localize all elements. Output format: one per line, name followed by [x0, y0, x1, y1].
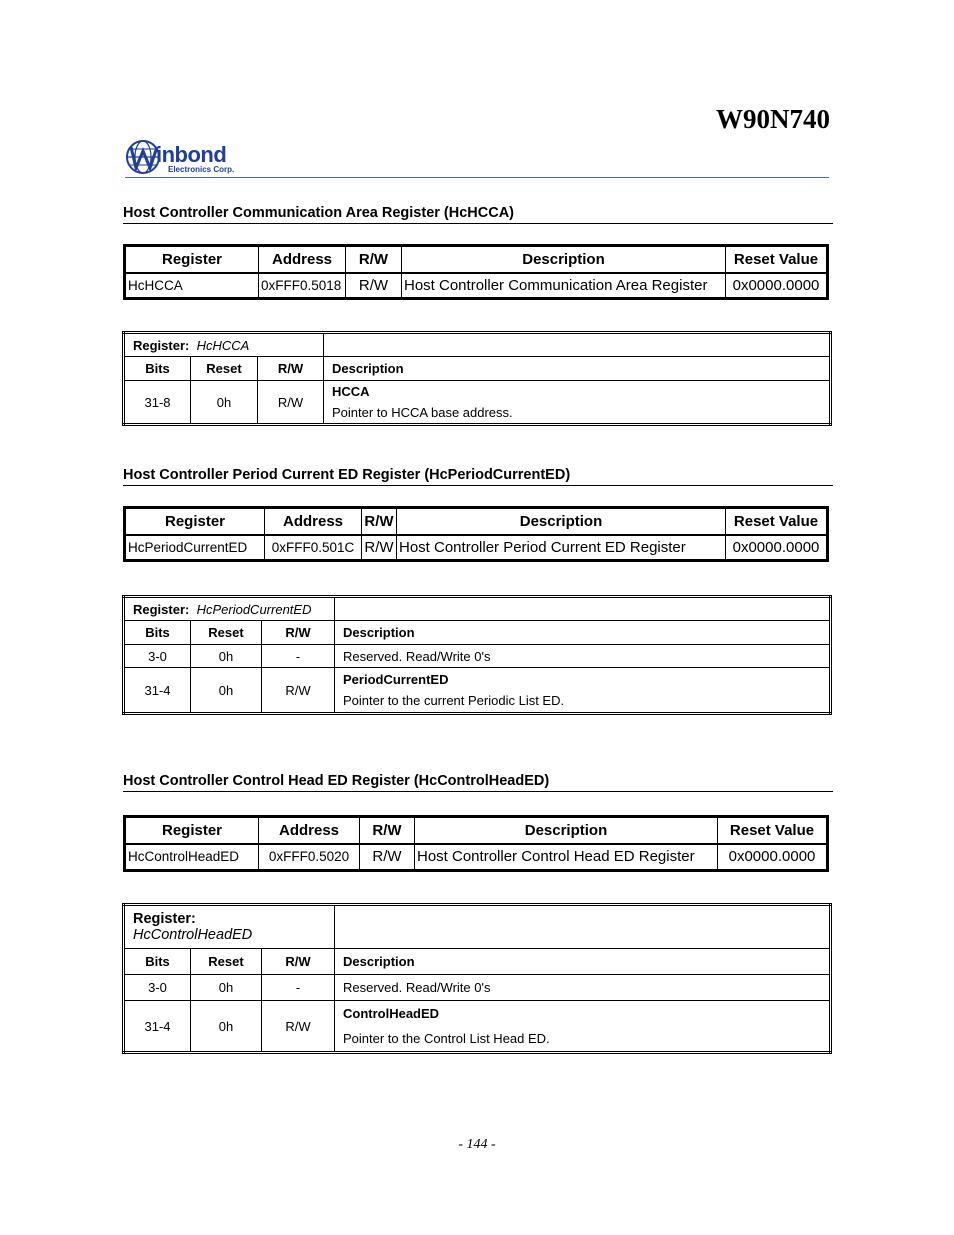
- rw-value: R/W: [262, 1001, 335, 1053]
- bit-header-row: [124, 949, 831, 975]
- rw-value: R/W: [262, 668, 335, 714]
- register-label: Register:: [133, 601, 190, 617]
- register-cell: [124, 333, 324, 357]
- summary-header-row: [125, 817, 828, 844]
- register-rw: R/W: [360, 844, 415, 871]
- col-bits: Bits: [124, 357, 191, 381]
- table-row: [125, 844, 828, 871]
- col-description: Description: [335, 621, 831, 645]
- bit-table-hccontrolheaded: [122, 903, 832, 1054]
- col-reset-value: Reset Value: [726, 246, 828, 273]
- col-reset: Reset: [191, 949, 262, 975]
- col-address: Address: [259, 246, 346, 273]
- description-cell: [335, 668, 831, 714]
- empty-cell: [324, 333, 831, 357]
- bits-value: 3-0: [124, 975, 191, 1001]
- col-description: Description: [324, 357, 831, 381]
- col-rw: R/W: [262, 621, 335, 645]
- section-title-hccontrolheaded: Host Controller Control Head ED Register (HcControlHeadED): [123, 773, 833, 792]
- register-label: Register:: [133, 337, 190, 353]
- summary-table-hccontrolheaded: [123, 815, 829, 872]
- field-name: ControlHeadED: [343, 1006, 440, 1021]
- register-description: Host Controller Period Current ED Register: [397, 535, 726, 561]
- col-address: Address: [265, 508, 362, 535]
- page-number: - 144 -: [458, 1137, 496, 1152]
- logo-word: inbond: [156, 142, 227, 167]
- bit-header-row: [124, 621, 831, 645]
- col-rw: R/W: [360, 817, 415, 844]
- description-cell: [324, 381, 831, 425]
- document-title: W90N740: [716, 104, 830, 134]
- summary-header-row: [125, 508, 828, 535]
- bit-table-hcperiodcurrented: [122, 595, 832, 715]
- field-description: Reserved. Read/Write 0's: [335, 975, 831, 1001]
- col-rw: R/W: [362, 508, 397, 535]
- logo-subtitle: Electronics Corp.: [168, 165, 235, 174]
- field-description: Pointer to the Control List Head ED.: [343, 1031, 550, 1046]
- field-description: Pointer to HCCA base address.: [332, 405, 513, 420]
- col-description: Description: [402, 246, 726, 273]
- register-rw: R/W: [346, 273, 402, 299]
- register-cell: [124, 597, 335, 621]
- field-description: Reserved. Read/Write 0's: [335, 645, 831, 668]
- col-address: Address: [259, 817, 360, 844]
- register-name: HcControlHeadED: [133, 927, 253, 943]
- bits-value: 31-4: [124, 1001, 191, 1053]
- register-name: HcHCCA: [196, 337, 250, 353]
- reset-value: 0h: [191, 645, 262, 668]
- empty-cell: [335, 597, 831, 621]
- col-description: Description: [397, 508, 726, 535]
- bits-value: 3-0: [124, 645, 191, 668]
- col-rw: R/W: [258, 357, 324, 381]
- table-row: [124, 645, 831, 668]
- col-register: Register: [125, 817, 259, 844]
- col-reset-value: Reset Value: [726, 508, 828, 535]
- register-address: 0xFFF0.501C: [265, 535, 362, 561]
- empty-cell: [335, 905, 831, 949]
- field-name: PeriodCurrentED: [343, 672, 449, 687]
- table-row: [124, 381, 831, 425]
- register-name: HcControlHeadED: [125, 844, 259, 871]
- col-reset: Reset: [191, 357, 258, 381]
- bits-value: 31-4: [124, 668, 191, 714]
- table-row: [125, 273, 828, 299]
- register-address: 0xFFF0.5018: [259, 273, 346, 299]
- field-name: HCCA: [332, 384, 370, 399]
- col-bits: Bits: [124, 949, 191, 975]
- table-row: [124, 1001, 831, 1053]
- register-cell: [124, 905, 335, 949]
- summary-table-hcperiodcurrented: [123, 506, 829, 562]
- register-reset: 0x0000.0000: [726, 535, 828, 561]
- register-rw: R/W: [362, 535, 397, 561]
- register-address: 0xFFF0.5020: [259, 844, 360, 871]
- register-row: [124, 905, 831, 949]
- field-description: Pointer to the current Periodic List ED.: [343, 693, 565, 708]
- rw-value: -: [262, 645, 335, 668]
- register-row: [124, 333, 831, 357]
- summary-header-row: [125, 246, 828, 273]
- col-description: Description: [415, 817, 718, 844]
- section-title-hcperiodcurrented: Host Controller Period Current ED Register (HcPeriodCurrentED): [123, 467, 833, 486]
- register-label: Register:: [133, 911, 196, 927]
- register-row: [124, 597, 831, 621]
- col-register: Register: [125, 508, 265, 535]
- table-row: [124, 668, 831, 714]
- register-description: Host Controller Control Head ED Register: [415, 844, 718, 871]
- reset-value: 0h: [191, 668, 262, 714]
- col-rw: R/W: [262, 949, 335, 975]
- reset-value: 0h: [191, 975, 262, 1001]
- register-name: HcPeriodCurrentED: [125, 535, 265, 561]
- register-name: HcPeriodCurrentED: [196, 601, 312, 617]
- bit-header-row: [124, 357, 831, 381]
- col-bits: Bits: [124, 621, 191, 645]
- register-name: HcHCCA: [125, 273, 259, 299]
- reset-value: 0h: [191, 381, 258, 425]
- winbond-logo: [125, 138, 255, 178]
- rw-value: -: [262, 975, 335, 1001]
- rw-value: R/W: [258, 381, 324, 425]
- col-register: Register: [125, 246, 259, 273]
- register-reset: 0x0000.0000: [726, 273, 828, 299]
- table-row: [125, 535, 828, 561]
- col-reset-value: Reset Value: [718, 817, 828, 844]
- table-row: [124, 975, 831, 1001]
- summary-table-hchcca: [123, 244, 829, 300]
- bit-table-hchcca: [122, 331, 832, 426]
- description-cell: [335, 1001, 831, 1053]
- col-description: Description: [335, 949, 831, 975]
- register-reset: 0x0000.0000: [718, 844, 828, 871]
- reset-value: 0h: [191, 1001, 262, 1053]
- section-title-hchcca: Host Controller Communication Area Register (HcHCCA): [123, 205, 833, 224]
- col-reset: Reset: [191, 621, 262, 645]
- register-description: Host Controller Communication Area Register: [402, 273, 726, 299]
- header-rule: [125, 177, 829, 178]
- bits-value: 31-8: [124, 381, 191, 425]
- col-rw: R/W: [346, 246, 402, 273]
